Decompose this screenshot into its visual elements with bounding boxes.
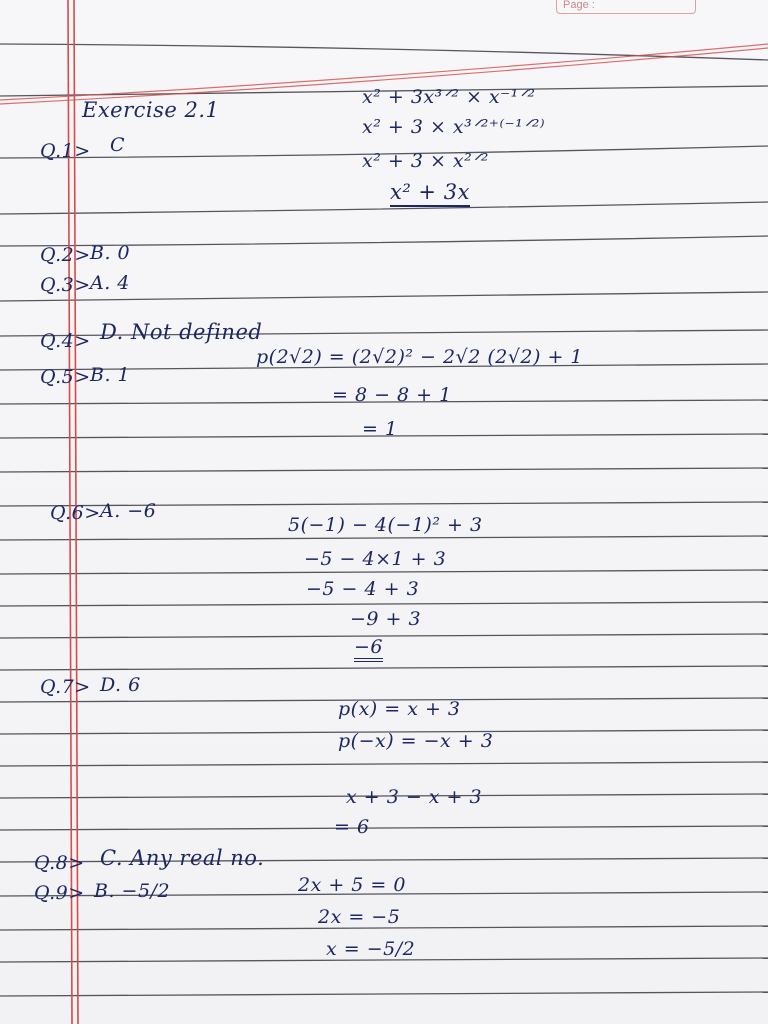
q6-work-line-3: −5 − 4 + 3 [306,578,420,600]
q7-answer: D. 6 [100,674,141,696]
q1-work-line-1: x² + 3x³ᐟ² × x⁻¹ᐟ² [362,86,536,108]
q6-work-line-5: −6 [354,636,383,662]
q5-work-line-1: p(2√2) = (2√2)² − 2√2 (2√2) + 1 [256,346,584,368]
q6-answer: A. −6 [100,500,157,522]
q8-label: Q.8> [34,852,85,874]
q9-work-line-3: x = −5/2 [326,938,416,960]
q6-work-line-2: −5 − 4×1 + 3 [304,548,447,570]
q7-work-line-1: p(x) = x + 3 [338,698,461,720]
q7-label: Q.7> [40,676,91,698]
q5-answer: B. 1 [90,364,131,386]
q7-work-line-4: = 6 [334,816,370,838]
q9-work-line-1: 2x + 5 = 0 [298,874,406,896]
q3-label: Q.3> [40,274,91,296]
q3-answer: A. 4 [90,272,130,294]
q7-work-line-3: x + 3 − x + 3 [346,786,483,808]
q5-work-line-3: = 1 [362,418,398,440]
q2-answer: B. 0 [90,242,131,264]
q7-work-line-2: p(−x) = −x + 3 [338,730,494,752]
q9-answer: B. −5/2 [94,880,171,902]
q5-work-line-2: = 8 − 8 + 1 [332,384,452,406]
q2-label: Q.2> [40,244,91,266]
q1-work-line-2: x² + 3 × x³ᐟ²⁺⁽⁻¹ᐟ²⁾ [362,116,546,138]
q6-label: Q.6> [50,502,101,524]
q6-work-line-1: 5(−1) − 4(−1)² + 3 [288,514,483,536]
q5-label: Q.5> [40,366,91,388]
q4-answer: D. Not defined [100,320,263,344]
q8-answer: C. Any real no. [100,846,265,870]
q6-work-line-4: −9 + 3 [350,608,422,630]
q4-label: Q.4> [40,330,91,352]
q1-work-line-3: x² + 3 × x²ᐟ² [362,150,489,172]
exercise-title: Exercise 2.1 [82,98,220,122]
q1-work-line-4: x² + 3x [390,180,470,207]
q1-answer: C [110,134,126,156]
q9-work-line-2: 2x = −5 [318,906,401,928]
page-number-box [556,0,696,14]
q1-label: Q.1> [40,140,91,162]
q9-label: Q.9> [34,882,85,904]
page-label: Page : [563,0,595,11]
